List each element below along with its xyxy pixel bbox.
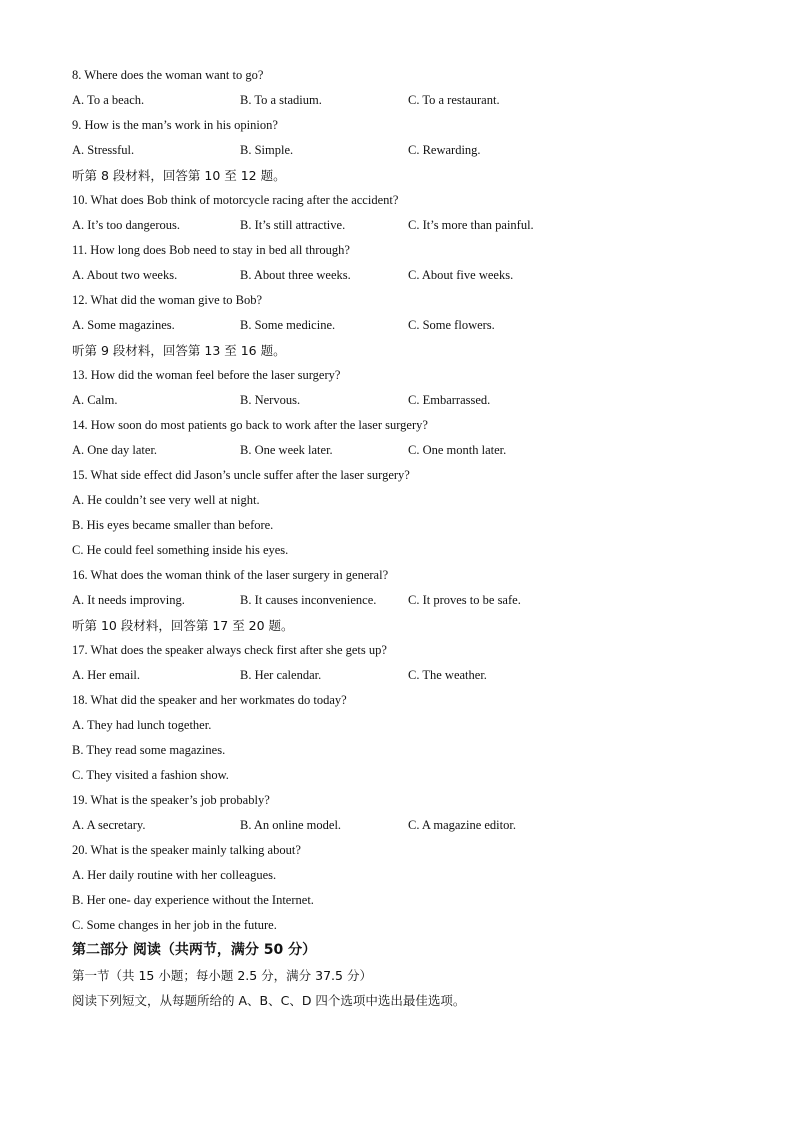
option-row bbox=[72, 388, 732, 413]
option-a: A. Some magazines. bbox=[72, 318, 175, 332]
instruction: 听第 9 段材料，回答第 13 至 16 题。 bbox=[72, 343, 286, 358]
question: 13. How did the woman feel before the laser surgery? bbox=[72, 368, 341, 382]
option-c: C. A magazine editor. bbox=[408, 818, 516, 832]
option-b: B. Nervous. bbox=[240, 393, 301, 407]
option-b: B. Simple. bbox=[240, 143, 294, 157]
option-b: B. An online model. bbox=[240, 818, 342, 832]
option-b: B. It causes inconvenience. bbox=[240, 593, 377, 607]
option-line: C. He could feel something inside his eyes. bbox=[72, 543, 289, 557]
option-b: B. It’s still attractive. bbox=[240, 218, 346, 232]
option-b: B. Some medicine. bbox=[240, 318, 336, 332]
option-line: A. Her daily routine with her colleagues. bbox=[72, 868, 277, 882]
option-line: B. His eyes became smaller than before. bbox=[72, 518, 274, 532]
question: 11. How long does Bob need to stay in bed all through? bbox=[72, 243, 350, 257]
option-line: B. Her one- day experience without the Internet. bbox=[72, 893, 314, 907]
question: 12. What did the woman give to Bob? bbox=[72, 293, 263, 307]
option-row bbox=[72, 313, 732, 338]
question: 17. What does the speaker always check first after she gets up? bbox=[72, 643, 387, 657]
option-c: C. It proves to be safe. bbox=[408, 593, 521, 607]
instruction: 阅读下列短文，从每题所给的 A、B、C、D 四个选项中选出最佳选项。 bbox=[72, 993, 466, 1008]
section-heading: 第二部分 阅读（共两节，满分 50 分） bbox=[72, 942, 317, 958]
option-c: C. Embarrassed. bbox=[408, 393, 491, 407]
option-row bbox=[72, 588, 732, 613]
option-c: C. Rewarding. bbox=[408, 143, 481, 157]
option-a: A. To a beach. bbox=[72, 93, 145, 107]
document-content bbox=[72, 63, 732, 1013]
option-a: A. About two weeks. bbox=[72, 268, 178, 282]
option-line: A. He couldn’t see very well at night. bbox=[72, 493, 260, 507]
question: 15. What side effect did Jason’s uncle suffer after the laser surgery? bbox=[72, 468, 410, 482]
instruction: 听第 10 段材料，回答第 17 至 20 题。 bbox=[72, 618, 294, 633]
option-a: A. It needs improving. bbox=[72, 593, 185, 607]
option-c: C. Some flowers. bbox=[408, 318, 495, 332]
option-row bbox=[72, 663, 732, 688]
option-row bbox=[72, 813, 732, 838]
option-line: C. They visited a fashion show. bbox=[72, 768, 229, 782]
option-row bbox=[72, 88, 732, 113]
option-b: B. To a stadium. bbox=[240, 93, 322, 107]
option-b: B. One week later. bbox=[240, 443, 333, 457]
question: 9. How is the man’s work in his opinion? bbox=[72, 118, 278, 132]
option-c: C. One month later. bbox=[408, 443, 507, 457]
option-row bbox=[72, 213, 732, 238]
option-c: C. About five weeks. bbox=[408, 268, 514, 282]
option-line: B. They read some magazines. bbox=[72, 743, 226, 757]
option-a: A. Her email. bbox=[72, 668, 141, 682]
option-row bbox=[72, 263, 732, 288]
instruction: 听第 8 段材料，回答第 10 至 12 题。 bbox=[72, 168, 286, 183]
option-a: A. A secretary. bbox=[72, 818, 146, 832]
option-row bbox=[72, 138, 732, 163]
question: 10. What does Bob think of motorcycle racing after the accident? bbox=[72, 193, 399, 207]
option-a: A. It’s too dangerous. bbox=[72, 218, 180, 232]
option-c: C. The weather. bbox=[408, 668, 487, 682]
question: 14. How soon do most patients go back to work after the laser surgery? bbox=[72, 418, 428, 432]
option-b: B. Her calendar. bbox=[240, 668, 322, 682]
option-c: C. It’s more than painful. bbox=[408, 218, 534, 232]
question: 20. What is the speaker mainly talking about? bbox=[72, 843, 301, 857]
question: 18. What did the speaker and her workmates do today? bbox=[72, 693, 347, 707]
question: 19. What is the speaker’s job probably? bbox=[72, 793, 270, 807]
option-line: A. They had lunch together. bbox=[72, 718, 212, 732]
instruction: 第一节（共 15 小题；每小题 2.5 分，满分 37.5 分） bbox=[72, 968, 372, 983]
option-c: C. To a restaurant. bbox=[408, 93, 500, 107]
option-a: A. Stressful. bbox=[72, 143, 135, 157]
option-row bbox=[72, 438, 732, 463]
option-b: B. About three weeks. bbox=[240, 268, 351, 282]
option-a: A. Calm. bbox=[72, 393, 118, 407]
option-line: C. Some changes in her job in the future. bbox=[72, 918, 277, 932]
question: 8. Where does the woman want to go? bbox=[72, 68, 264, 82]
option-a: A. One day later. bbox=[72, 443, 158, 457]
question: 16. What does the woman think of the laser surgery in general? bbox=[72, 568, 389, 582]
